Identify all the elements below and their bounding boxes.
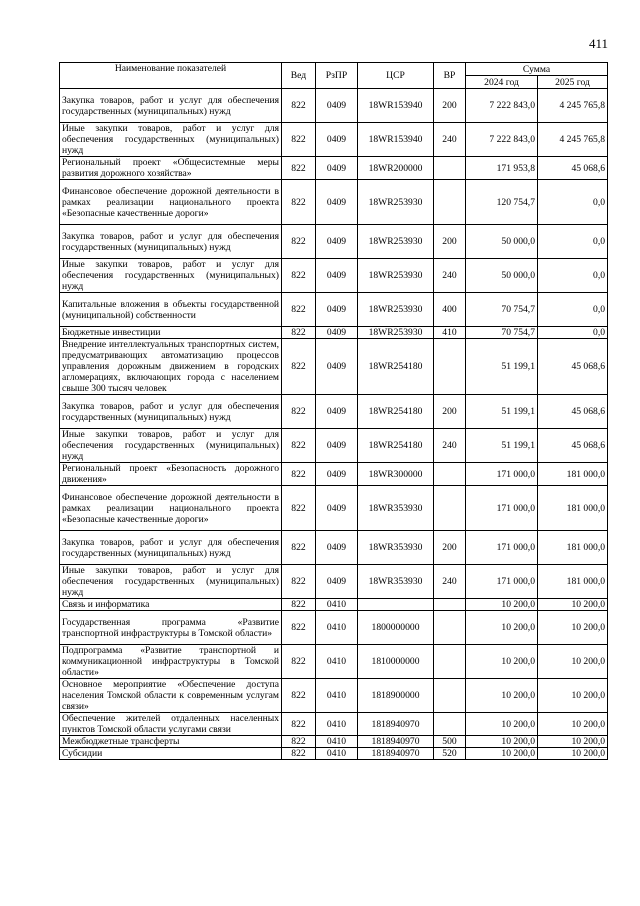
table-row: [60, 259, 608, 293]
header-2025: 2025 год: [538, 76, 608, 89]
row-csr: 18WR353930: [358, 486, 434, 531]
row-vr: [434, 645, 466, 679]
row-rzpr: 0409: [316, 463, 358, 486]
row-amount-2024: 51 199,1: [466, 429, 538, 463]
row-name: Связь и информатика: [60, 599, 282, 611]
row-amount-2025: 10 200,0: [538, 736, 608, 748]
row-vr: [434, 463, 466, 486]
row-ved: 822: [282, 645, 316, 679]
row-amount-2024: 7 222 843,0: [466, 89, 538, 123]
row-amount-2025: 4 245 765,8: [538, 123, 608, 157]
table-row: [60, 293, 608, 327]
row-amount-2024: 171 000,0: [466, 565, 538, 599]
row-amount-2025: 181 000,0: [538, 463, 608, 486]
row-vr: [434, 599, 466, 611]
row-rzpr: 0409: [316, 531, 358, 565]
row-csr: 18WR254180: [358, 429, 434, 463]
row-amount-2024: 50 000,0: [466, 259, 538, 293]
header-rzpr: РзПР: [316, 63, 358, 89]
page-number: 411: [588, 36, 608, 51]
row-amount-2024: 171 000,0: [466, 486, 538, 531]
row-ved: 822: [282, 736, 316, 748]
row-csr: 18WR353930: [358, 531, 434, 565]
row-csr: 18WR253930: [358, 293, 434, 327]
row-amount-2025: 10 200,0: [538, 645, 608, 679]
row-rzpr: 0409: [316, 123, 358, 157]
row-rzpr: 0409: [316, 395, 358, 429]
header-sum: Сумма: [466, 63, 608, 76]
row-csr: 18WR253930: [358, 327, 434, 339]
row-rzpr: 0410: [316, 645, 358, 679]
row-vr: 240: [434, 259, 466, 293]
row-name: Финансовое обеспечение дорожной деятельности в рамках реализации национального проекта «Безопасные качественные дороги»: [60, 486, 282, 531]
row-rzpr: 0409: [316, 259, 358, 293]
row-ved: 822: [282, 180, 316, 225]
table-row: [60, 180, 608, 225]
row-amount-2024: 70 754,7: [466, 327, 538, 339]
header-ved: Вед: [282, 63, 316, 89]
row-name: Закупка товаров, работ и услуг для обеспечения государственных (муниципальных) нужд: [60, 395, 282, 429]
row-vr: 240: [434, 565, 466, 599]
row-amount-2025: 0,0: [538, 259, 608, 293]
row-name: Иные закупки товаров, работ и услуг для обеспечения государственных (муниципальных) нужд: [60, 565, 282, 599]
row-vr: [434, 679, 466, 713]
row-amount-2024: 10 200,0: [466, 599, 538, 611]
row-name: Межбюджетные трансферты: [60, 736, 282, 748]
row-vr: 410: [434, 327, 466, 339]
row-amount-2024: 7 222 843,0: [466, 123, 538, 157]
row-csr: 18WR300000: [358, 463, 434, 486]
table-row: [60, 225, 608, 259]
row-amount-2024: 171 953,8: [466, 157, 538, 180]
row-rzpr: 0409: [316, 180, 358, 225]
row-vr: 200: [434, 395, 466, 429]
row-ved: 822: [282, 259, 316, 293]
row-rzpr: 0409: [316, 89, 358, 123]
row-amount-2025: 0,0: [538, 180, 608, 225]
row-ved: 822: [282, 463, 316, 486]
row-amount-2024: 10 200,0: [466, 645, 538, 679]
row-rzpr: 0410: [316, 713, 358, 736]
row-name: Региональный проект «Безопасность дорожного движения»: [60, 463, 282, 486]
row-csr: [358, 599, 434, 611]
row-amount-2024: 10 200,0: [466, 748, 538, 760]
row-name: Государственная программа «Развитие транспортной инфраструктуры в Томской области»: [60, 611, 282, 645]
row-rzpr: 0410: [316, 679, 358, 713]
table-row: [60, 327, 608, 339]
row-vr: 400: [434, 293, 466, 327]
row-name: Финансовое обеспечение дорожной деятельности в рамках реализации национального проекта «Безопасные качественные дороги»: [60, 180, 282, 225]
row-amount-2025: 181 000,0: [538, 565, 608, 599]
row-ved: 822: [282, 339, 316, 395]
row-ved: 822: [282, 327, 316, 339]
row-amount-2025: 0,0: [538, 327, 608, 339]
header-vr: ВР: [434, 63, 466, 89]
row-rzpr: 0410: [316, 611, 358, 645]
table-row: [60, 713, 608, 736]
row-rzpr: 0409: [316, 565, 358, 599]
row-ved: 822: [282, 748, 316, 760]
row-vr: 240: [434, 429, 466, 463]
table-row: [60, 339, 608, 395]
row-vr: 200: [434, 531, 466, 565]
table-row: [60, 157, 608, 180]
row-vr: 240: [434, 123, 466, 157]
row-vr: 200: [434, 89, 466, 123]
row-csr: 18WR254180: [358, 395, 434, 429]
table-row: [60, 486, 608, 531]
table-row: [60, 89, 608, 123]
row-csr: 18WR353930: [358, 565, 434, 599]
row-csr: 1818900000: [358, 679, 434, 713]
row-amount-2024: 120 754,7: [466, 180, 538, 225]
row-name: Основное мероприятие «Обеспечение доступа населения Томской области к современным услугам связи»: [60, 679, 282, 713]
row-amount-2025: 181 000,0: [538, 531, 608, 565]
budget-table: [59, 62, 608, 760]
row-csr: 1818940970: [358, 713, 434, 736]
row-csr: 1800000000: [358, 611, 434, 645]
row-name: Обеспечение жителей отдаленных населенных пунктов Томской области услугами связи: [60, 713, 282, 736]
row-vr: [434, 339, 466, 395]
row-name: Региональный проект «Общесистемные меры развития дорожного хозяйства»: [60, 157, 282, 180]
row-csr: 18WR153940: [358, 123, 434, 157]
row-name: Иные закупки товаров, работ и услуг для обеспечения государственных (муниципальных) нужд: [60, 429, 282, 463]
header-name: Наименование показателей: [60, 63, 282, 89]
row-vr: [434, 180, 466, 225]
row-name: Капитальные вложения в объекты государственной (муниципальной) собственности: [60, 293, 282, 327]
row-amount-2025: 10 200,0: [538, 611, 608, 645]
row-amount-2024: 50 000,0: [466, 225, 538, 259]
row-amount-2024: 171 000,0: [466, 531, 538, 565]
row-ved: 822: [282, 531, 316, 565]
row-ved: 822: [282, 89, 316, 123]
row-vr: [434, 713, 466, 736]
table-row: [60, 748, 608, 760]
row-name: Иные закупки товаров, работ и услуг для обеспечения государственных (муниципальных) нужд: [60, 259, 282, 293]
table-row: [60, 679, 608, 713]
row-vr: 520: [434, 748, 466, 760]
row-amount-2025: 0,0: [538, 293, 608, 327]
row-amount-2024: 10 200,0: [466, 679, 538, 713]
row-ved: 822: [282, 395, 316, 429]
row-name: Подпрограмма «Развитие транспортной и коммуникационной инфраструктуры в Томской области»: [60, 645, 282, 679]
row-vr: 200: [434, 225, 466, 259]
row-vr: [434, 157, 466, 180]
row-ved: 822: [282, 429, 316, 463]
row-amount-2025: 181 000,0: [538, 486, 608, 531]
row-name: Закупка товаров, работ и услуг для обеспечения государственных (муниципальных) нужд: [60, 225, 282, 259]
row-csr: 18WR253930: [358, 225, 434, 259]
row-csr: 18WR253930: [358, 180, 434, 225]
table-row: [60, 599, 608, 611]
row-amount-2025: 10 200,0: [538, 599, 608, 611]
table-row: [60, 429, 608, 463]
row-ved: 822: [282, 611, 316, 645]
header-2024: 2024 год: [466, 76, 538, 89]
row-ved: 822: [282, 565, 316, 599]
row-csr: 1810000000: [358, 645, 434, 679]
row-rzpr: 0409: [316, 429, 358, 463]
row-amount-2025: 45 068,6: [538, 395, 608, 429]
row-rzpr: 0409: [316, 327, 358, 339]
row-amount-2025: 10 200,0: [538, 679, 608, 713]
row-amount-2024: 171 000,0: [466, 463, 538, 486]
row-ved: 822: [282, 599, 316, 611]
row-name: Бюджетные инвестиции: [60, 327, 282, 339]
row-rzpr: 0409: [316, 339, 358, 395]
table-row: [60, 565, 608, 599]
row-ved: 822: [282, 679, 316, 713]
row-ved: 822: [282, 293, 316, 327]
row-ved: 822: [282, 225, 316, 259]
header-csr: ЦСР: [358, 63, 434, 89]
row-csr: 18WR153940: [358, 89, 434, 123]
table-row: [60, 736, 608, 748]
row-rzpr: 0410: [316, 748, 358, 760]
row-rzpr: 0409: [316, 157, 358, 180]
row-vr: [434, 486, 466, 531]
row-amount-2025: 0,0: [538, 225, 608, 259]
row-amount-2024: 70 754,7: [466, 293, 538, 327]
row-amount-2025: 10 200,0: [538, 713, 608, 736]
row-ved: 822: [282, 486, 316, 531]
row-ved: 822: [282, 157, 316, 180]
row-amount-2024: 51 199,1: [466, 339, 538, 395]
row-ved: 822: [282, 713, 316, 736]
row-amount-2025: 45 068,6: [538, 157, 608, 180]
row-csr: 1818940970: [358, 748, 434, 760]
row-amount-2024: 10 200,0: [466, 611, 538, 645]
table-row: [60, 611, 608, 645]
row-rzpr: 0410: [316, 599, 358, 611]
row-amount-2024: 10 200,0: [466, 736, 538, 748]
table-body: [60, 89, 608, 760]
row-csr: 1818940970: [358, 736, 434, 748]
table-row: [60, 123, 608, 157]
row-csr: 18WR254180: [358, 339, 434, 395]
row-name: Закупка товаров, работ и услуг для обеспечения государственных (муниципальных) нужд: [60, 89, 282, 123]
row-rzpr: 0410: [316, 736, 358, 748]
row-csr: 18WR200000: [358, 157, 434, 180]
table-row: [60, 395, 608, 429]
table-row: [60, 463, 608, 486]
row-rzpr: 0409: [316, 225, 358, 259]
row-rzpr: 0409: [316, 293, 358, 327]
row-csr: 18WR253930: [358, 259, 434, 293]
row-vr: [434, 611, 466, 645]
row-amount-2025: 4 245 765,8: [538, 89, 608, 123]
row-ved: 822: [282, 123, 316, 157]
row-amount-2025: 45 068,6: [538, 429, 608, 463]
row-name: Иные закупки товаров, работ и услуг для обеспечения государственных (муниципальных) нужд: [60, 123, 282, 157]
row-amount-2024: 10 200,0: [466, 713, 538, 736]
row-name: Закупка товаров, работ и услуг для обеспечения государственных (муниципальных) нужд: [60, 531, 282, 565]
table-row: [60, 645, 608, 679]
row-rzpr: 0409: [316, 486, 358, 531]
row-amount-2025: 45 068,6: [538, 339, 608, 395]
table-row: [60, 531, 608, 565]
row-name: Субсидии: [60, 748, 282, 760]
row-amount-2024: 51 199,1: [466, 395, 538, 429]
row-amount-2025: 10 200,0: [538, 748, 608, 760]
row-name: Внедрение интеллектуальных транспортных систем, предусматривающих автоматизацию процессов управления дорожным движением в городских агломерациях, включающих города с населением свыше 300 тысяч человек: [60, 339, 282, 395]
row-vr: 500: [434, 736, 466, 748]
